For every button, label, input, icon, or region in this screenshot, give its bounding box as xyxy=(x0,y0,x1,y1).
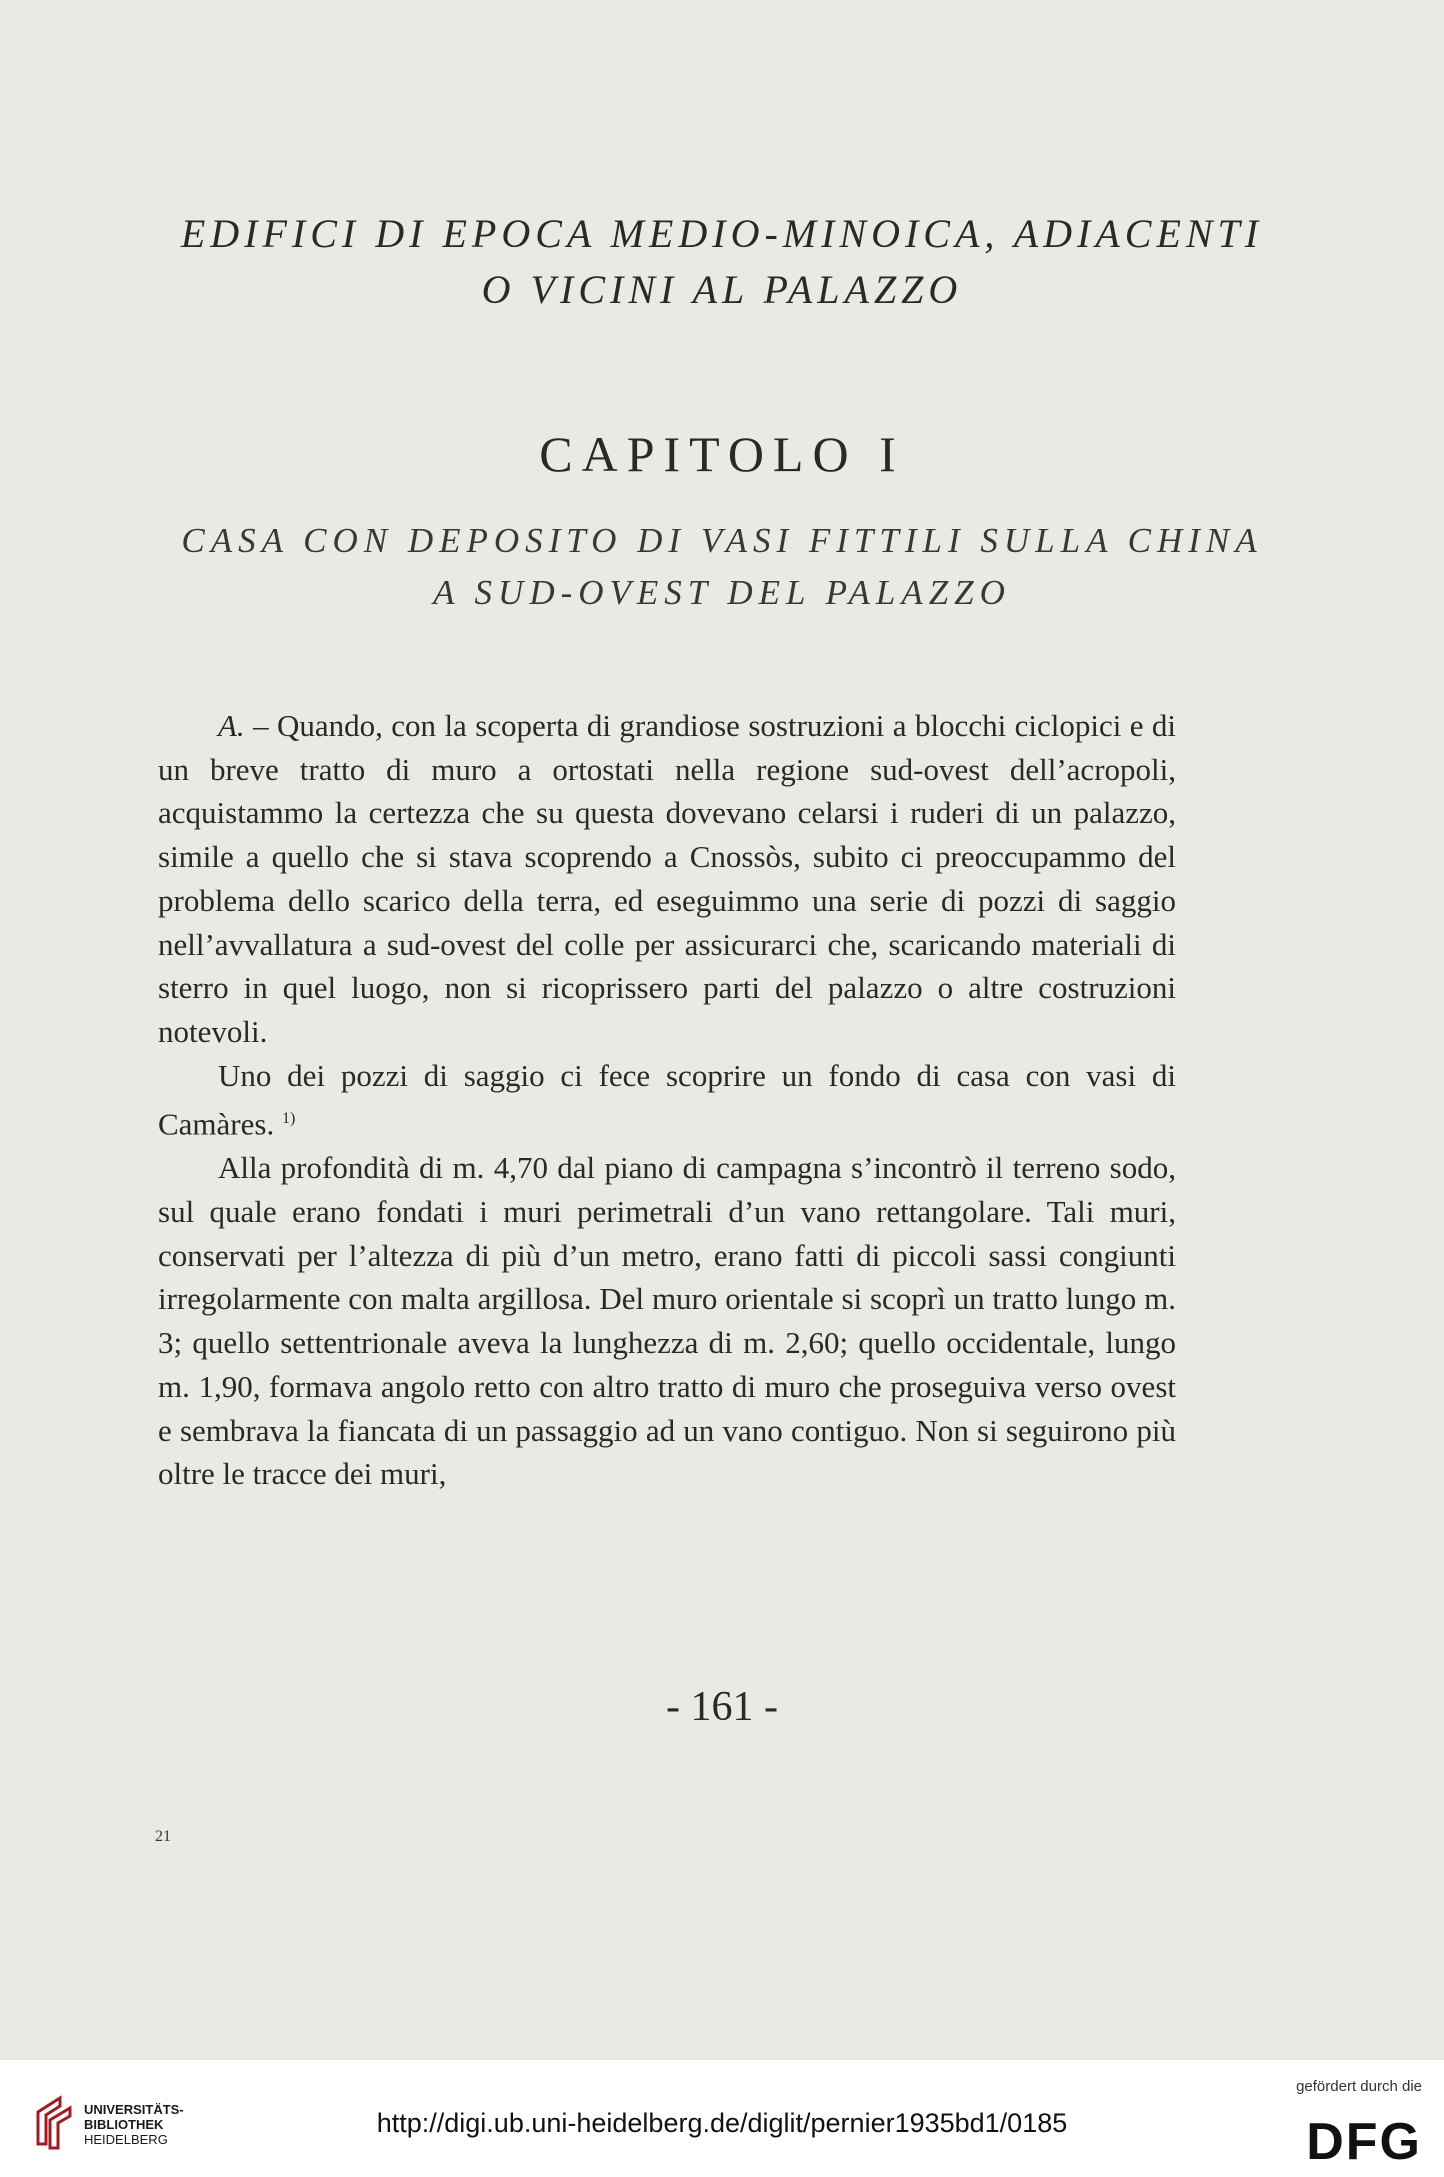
paragraph-3-text: Alla profondità di m. 4,70 dal piano di campagna s’incontrò il terreno sodo, sul quale erano fondati i muri perimetrali d’un vano rettangolare. Tali muri, conservati per l’altezza di più d’un metro, erano fatti di piccoli sassi congiunti irregolarmente con malta argillosa. Del muro orientale si scoprì un tratto lungo m. 3; quello settentrionale aveva la lunghezza di m. 2,60; quello occidentale, lungo m. 1,90, formava angolo retto con altro tratto di muro che proseguiva verso ovest e sembrava la fiancata di un passaggio ad un vano contiguo. Non si seguirono più oltre le tracce dei muri, xyxy=(158,1150,1176,1492)
footnote-reference[interactable]: 1) xyxy=(281,1110,296,1128)
section-letter: A. xyxy=(218,708,245,743)
main-title-line-2: O VICINI AL PALAZZO xyxy=(481,267,963,312)
subtitle-line-1: CASA CON DEPOSITO DI VASI FITTILI SULLA CHINA xyxy=(181,521,1263,560)
paragraph-1 xyxy=(158,704,1176,1054)
dfg-logo[interactable]: DFG xyxy=(1306,2113,1422,2171)
chapter-subtitle xyxy=(0,515,1444,619)
main-title-line-1: EDIFICI DI EPOCA MEDIO-MINOICA, ADIACENTI xyxy=(180,211,1264,256)
paragraph-3 xyxy=(158,1146,1176,1496)
paragraph-2-text: Uno dei pozzi di saggio ci fece scoprire un fondo di casa con vasi di Camàres. xyxy=(158,1057,1176,1142)
library-name-line-3: HEIDELBERG xyxy=(84,2132,168,2147)
subtitle-line-2: A SUD-OVEST DEL PALAZZO xyxy=(433,573,1011,612)
funding-caption: gefördert durch die xyxy=(1296,2078,1422,2095)
library-name-line-2: BIBLIOTHEK xyxy=(84,2117,164,2132)
body-text xyxy=(158,704,1176,1496)
paragraph-2 xyxy=(158,1054,1176,1147)
main-title xyxy=(0,206,1444,318)
paragraph-1-text: – Quando, con la scoperta di grandiose sostruzioni a blocchi ciclopici e di un breve tratto di muro a ortostati nella regione sud-ovest dell’acropoli, acquistammo la certezza che su questa dovevano celarsi i ruderi di un palazzo, simile a quello che si stava scoprendo a Cnossòs, subito ci preoccupammo del problema dello scarico della terra, ed eseguimmo una serie di pozzi di saggio nell’avvallatura a sud-ovest del colle per assicurarci che, scaricando materiali di sterro in quel luogo, non si ricoprissero parti del palazzo o altre costruzioni notevoli. xyxy=(158,708,1176,1049)
printer-signature: 21 xyxy=(155,1828,171,1845)
page-number: - 161 - xyxy=(666,1684,778,1730)
library-name-line-1: UNIVERSITÄTS- xyxy=(84,2102,184,2117)
chapter-heading: CAPITOLO I xyxy=(539,426,905,482)
permalink-url[interactable]: http://digi.ub.uni-heidelberg.de/diglit/pernier1935bd1/0185 xyxy=(376,2108,1068,2138)
